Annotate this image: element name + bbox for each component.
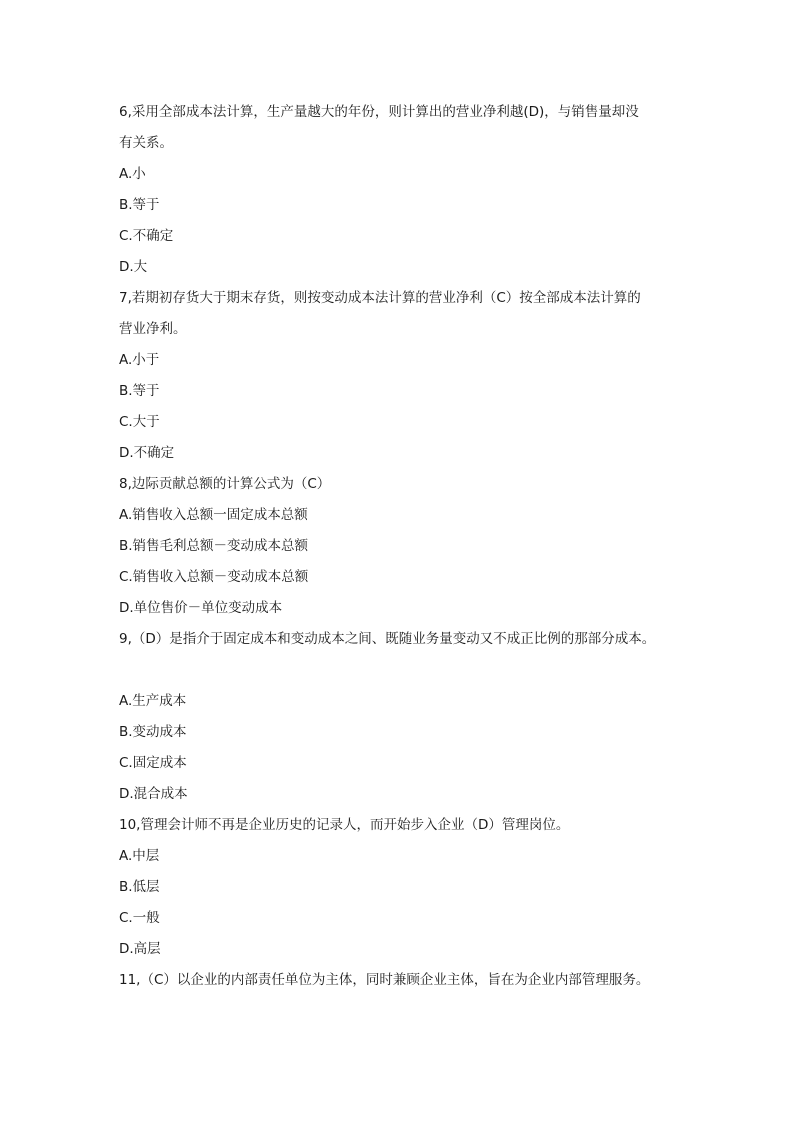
question-7-stem-line-2: 营业净利。	[119, 321, 187, 337]
question-6-stem-line-1: 6,采用全部成本法计算，生产量越大的年份，则计算出的营业净利越(D)，与销售量却没	[119, 104, 639, 120]
question-8-option-c: C.销售收入总额－变动成本总额	[119, 569, 309, 585]
question-11-stem-line-1: 11,（C）以企业的内部责任单位为主体，同时兼顾企业主体，旨在为企业内部管理服务。	[119, 972, 650, 988]
question-9-option-d: D.混合成本	[119, 786, 188, 802]
question-10-stem-line-1: 10,管理会计师不再是企业历史的记录人，而开始步入企业（D）管理岗位。	[119, 817, 570, 833]
question-9-stem-line-1: 9,（D）是指介于固定成本和变动成本之间、既随业务量变动又不成正比例的那部分成本。	[119, 631, 656, 647]
question-10-option-a: A.中层	[119, 848, 160, 864]
question-10	[119, 810, 679, 965]
question-10-option-c: C.一般	[119, 910, 160, 926]
question-7-option-a: A.小于	[119, 352, 160, 368]
question-7-options	[119, 345, 679, 469]
question-8-option-a: A.销售收入总额一固定成本总额	[119, 507, 308, 523]
question-6-stem-line-2: 有关系。	[119, 135, 173, 151]
question-6-option-c: C.不确定	[119, 228, 174, 244]
question-8-option-d: D.单位售价－单位变动成本	[119, 600, 283, 616]
question-10-option-d: D.高层	[119, 941, 161, 957]
question-7	[119, 283, 679, 469]
question-9	[119, 624, 679, 810]
question-10-options	[119, 841, 679, 965]
question-10-option-b: B.低层	[119, 879, 160, 895]
question-7-option-d: D.不确定	[119, 445, 175, 461]
question-7-stem-line-1: 7,若期初存货大于期末存货，则按变动成本法计算的营业净利（C）按全部成本法计算的	[119, 290, 641, 306]
question-9-option-a: A.生产成本	[119, 693, 187, 709]
question-8-stem-line-1: 8,边际贡献总额的计算公式为（C）	[119, 476, 331, 492]
question-6-option-b: B.等于	[119, 197, 160, 213]
question-8	[119, 469, 679, 624]
question-7-option-c: C.大于	[119, 414, 160, 430]
question-7-option-b: B.等于	[119, 383, 160, 399]
question-9-options	[119, 686, 679, 810]
question-6	[119, 97, 679, 283]
question-8-option-b: B.销售毛利总额－变动成本总额	[119, 538, 309, 554]
question-8-options	[119, 500, 679, 624]
question-6-option-a: A.小	[119, 166, 146, 182]
question-9-blank-line	[119, 655, 679, 686]
question-9-option-b: B.变动成本	[119, 724, 187, 740]
question-9-option-c: C.固定成本	[119, 755, 187, 771]
question-list	[119, 97, 679, 996]
question-11	[119, 965, 679, 996]
question-6-option-d: D.大	[119, 259, 148, 275]
question-6-options	[119, 159, 679, 283]
